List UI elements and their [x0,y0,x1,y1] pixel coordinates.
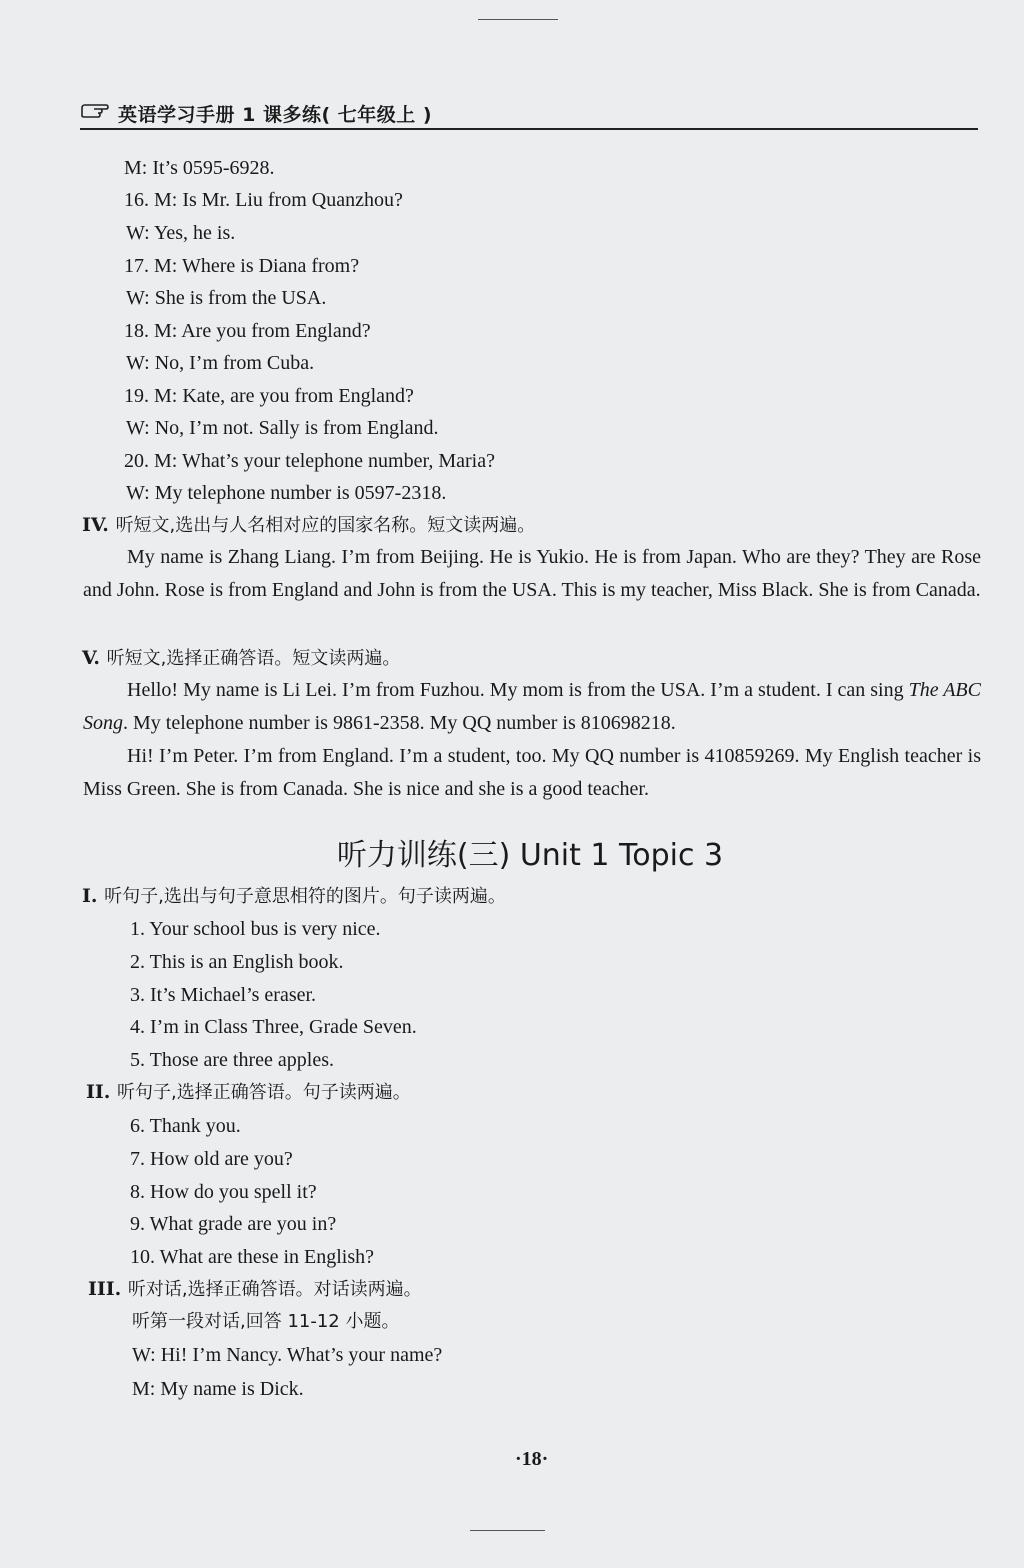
section-number: IV. [82,514,109,536]
question-item: 8. How do you spell it? [130,1181,317,1203]
passage-v-2: Hi! I’m Peter. I’m from England. I’m a student, too. My QQ number is 410859269. My English teacher is Miss Green. She is from Canada. She is nice and she is a good teacher. [83,745,981,800]
section-ii-heading [86,1080,411,1105]
question-item: 4. I’m in Class Three, Grade Seven. [130,1016,417,1038]
page-number: ·18· [515,1448,549,1470]
question-item: 9. What grade are you in? [130,1213,337,1235]
question-item: 5. Those are three apples. [130,1049,334,1071]
page-header [80,98,978,130]
question-item: 6. Thank you. [130,1115,241,1137]
question-item: 10. What are these in English? [130,1246,375,1268]
section-number: I. [82,885,98,907]
dialogue-line: W: No, I’m not. Sally is from England. [126,417,439,439]
passage-text: . My telephone number is 9861-2358. My QQ number is 810698218. [123,712,676,734]
question-item: 1. Your school bus is very nice. [130,918,381,940]
section-instruction: 听句子,选择正确答语。句子读两遍。 [117,1082,411,1103]
section-i-heading [82,884,506,909]
dialogue-line: 20. M: What’s your telephone number, Maria? [124,450,495,472]
dialogue-line: 16. M: Is Mr. Liu from Quanzhou? [124,189,403,211]
section-instruction: 听短文,选出与人名相对应的国家名称。短文读两遍。 [115,515,536,536]
pointing-hand-icon [80,102,110,120]
song-title: The ABC Song [83,679,981,734]
section-instruction: 听对话,选择正确答语。对话读两遍。 [127,1279,422,1300]
dialogue-line: M: My name is Dick. [132,1378,304,1400]
dialogue-line: W: She is from the USA. [126,287,327,309]
section-v-heading [82,646,400,671]
section-instruction: 听句子,选出与句子意思相符的图片。句子读两遍。 [104,886,506,907]
passage-text: Hello! My name is Li Lei. I’m from Fuzhou. My mom is from the USA. I’m a student. I can sing [127,679,909,701]
dialogue-line: 18. M: Are you from England? [124,320,371,342]
top-crop-mark [478,19,558,20]
section-iii-heading [88,1277,422,1302]
dialogue-line: 17. M: Where is Diana from? [124,255,360,277]
question-item: 2. This is an English book. [130,951,344,973]
dialogue-line: W: No, I’m from Cuba. [126,352,315,374]
subsection-instruction: 听第一段对话,回答 11-12 小题。 [132,1311,400,1332]
dialogue-line: W: Yes, he is. [126,222,236,244]
section-number: III. [88,1278,122,1300]
question-item: 3. It’s Michael’s eraser. [130,984,317,1006]
dialogue-line: W: Hi! I’m Nancy. What’s your name? [132,1344,443,1366]
header-title: 英语学习手册 1 课多练( 七年级上 ) [118,104,433,126]
dialogue-line: 19. M: Kate, are you from England? [124,385,414,407]
question-item: 7. How old are you? [130,1148,293,1170]
dialogue-line: W: My telephone number is 0597-2318. [126,482,447,504]
passage-iv: My name is Zhang Liang. I’m from Beijing. He is Yukio. He is from Japan. Who are they? They are Rose and John. Rose is from England and John is from the USA. This is my teacher, Miss Black. She is from Canada. [83,546,981,601]
section-number: V. [82,647,101,669]
section-instruction: 听短文,选择正确答语。短文读两遍。 [106,648,401,669]
bottom-crop-mark [470,1530,545,1531]
section-title: 听力训练(三) Unit 1 Topic 3 [336,838,724,873]
passage-v-1 [83,674,981,740]
section-iv-heading [82,513,535,538]
dialogue-line: M: It’s 0595-6928. [124,157,275,179]
section-number: II. [86,1081,111,1103]
